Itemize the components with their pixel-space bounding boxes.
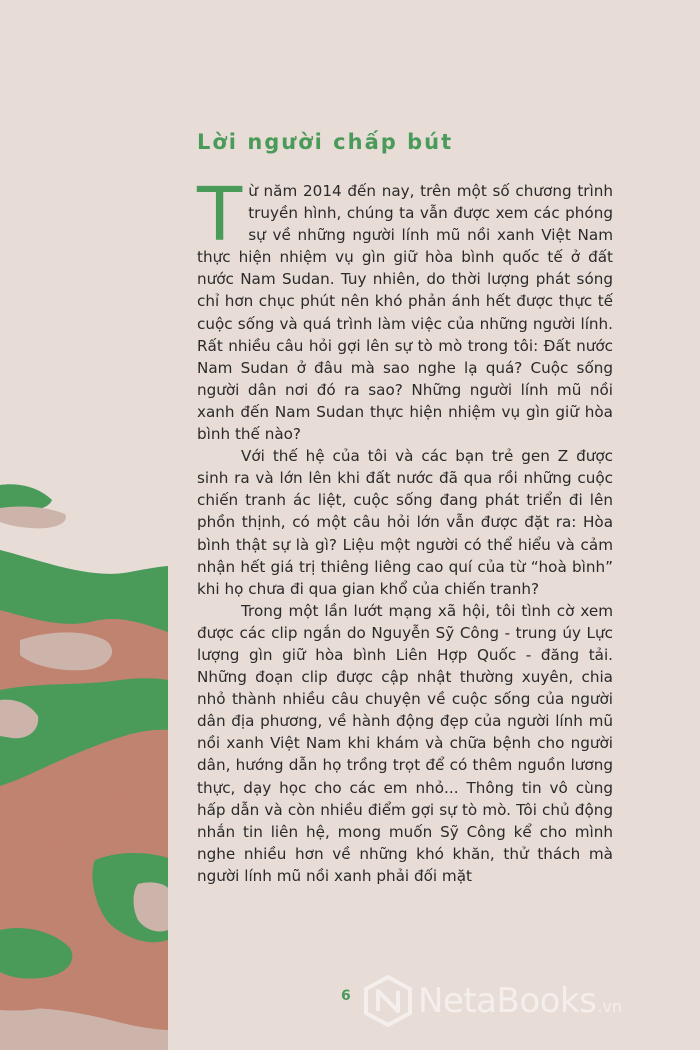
paragraph-2: Với thế hệ của tôi và các bạn trẻ gen Z được sinh ra và lớn lên khi đất nước đã qua rồi những cuộc chiến tranh ác liệt, cuộc sống đang phát triển đi lên phồn thịnh, có một câu hỏi lớn vẫn được đặt ra: Hòa bình thật sự là gì? Liệu một người có thể hiểu và cảm nhận hết giá trị thiêng liêng cao quí của từ “hoà bình” khi họ chưa đi qua gian khổ của chiến tranh? [197,447,613,598]
page-number: 6 [341,988,351,1004]
paragraph-3: Trong một lần lướt mạng xã hội, tôi tình cờ xem được các clip ngắn do Nguyễn Sỹ Công - trung úy Lực lượng gìn giữ hòa bình Liên Hợp Quốc - đăng tải. Những đoạn clip được cập nhật thường xuyên, chia nhỏ thành nhiều câu chuyện về cuộc sống của người dân địa phương, về hành động đẹp của người lính mũ nồi xanh Việt Nam khi khám và chữa bệnh cho người dân, hướng dẫn họ trồng trọt để có thêm nguồn lương thực, dạy học cho các em nhỏ... Thông tin vô cùng hấp dẫn và còn nhiều điểm gợi sự tò mò. Tôi chủ động nhắn tin liên hệ, mong muốn Sỹ Công kể cho mình nghe nhiều hơn về những khó khăn, thử thách mà người lính mũ nồi xanh phải đối mặt [197,601,613,885]
paragraph-1 [197,172,613,445]
netabooks-logo-icon [362,975,414,1027]
watermark-suffix: .vn [597,996,623,1016]
paragraph-1-text: ừ năm 2014 đến nay, trên một số chương trình truyền hình, chúng ta vẫn được xem các phóng sự về những người lính mũ nồi xanh Việt Nam thực hiện nhiệm vụ gìn giữ hòa bình quốc tế ở đất nước Nam Sudan. Tuy nhiên, do thời lượng phát sóng chỉ hơn chục phút nên khó phản ánh hết được thực tế cuộc sống và quá trình làm việc của những người lính. Rất nhiều câu hỏi gợi lên sự tò mò trong tôi: Đất nước Nam Sudan ở đâu mà sao nghe lạ quá? Cuộc sống người dân nơi đó ra sao? Những người lính mũ nồi xanh đến Nam Sudan thực hiện nhiệm vụ gìn giữ hòa bình thế nào? [197,182,613,444]
chapter-title: Lời người chấp bút [197,130,454,154]
watermark-text: NetaBooks [418,981,597,1021]
body-text [197,172,613,887]
dropcap-letter: T [197,172,243,258]
camo-blob-beige-top [0,506,66,528]
watermark [362,975,622,1027]
